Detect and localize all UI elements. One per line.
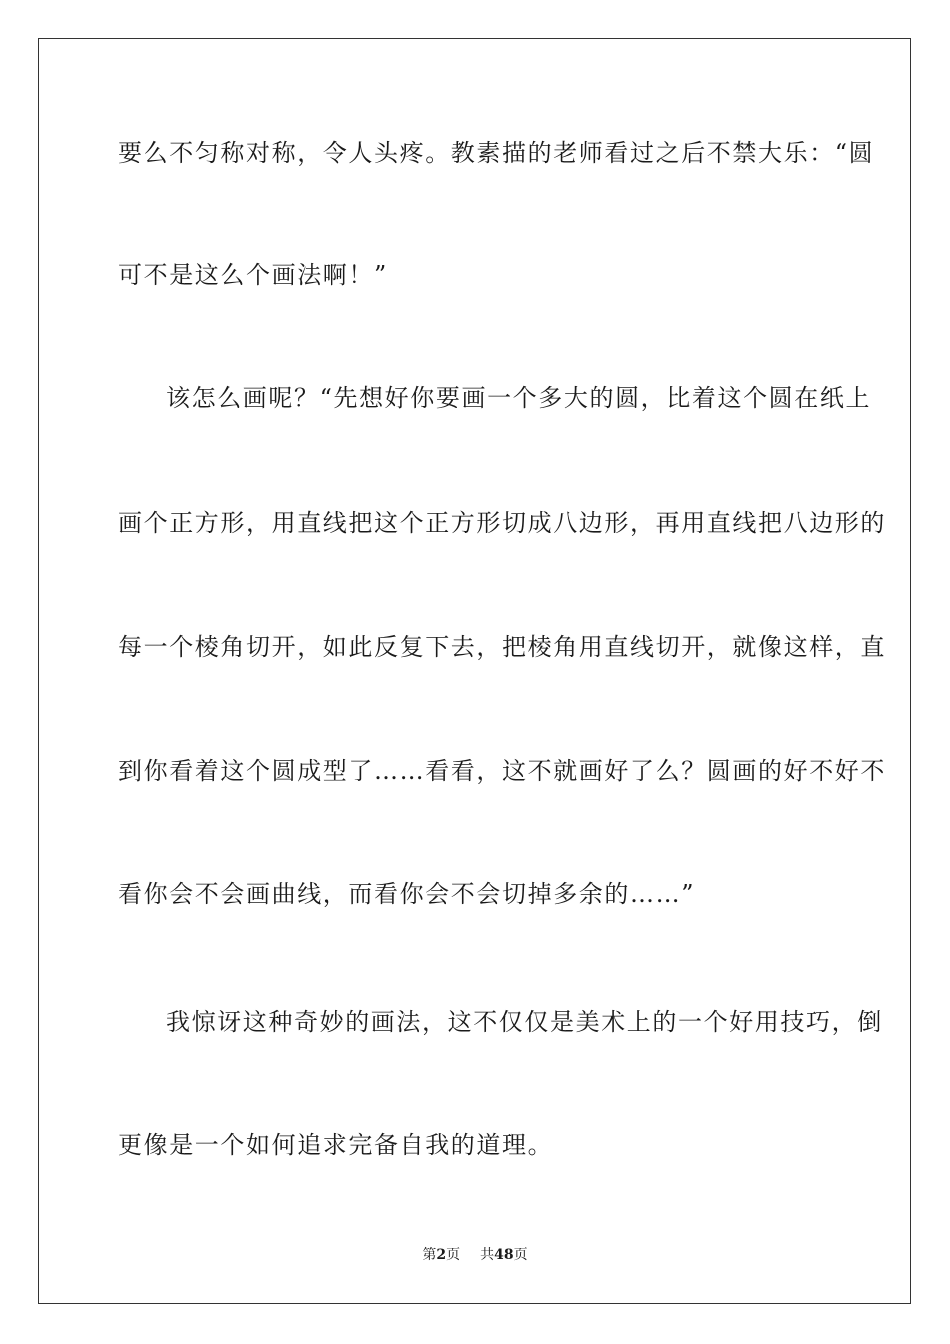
page-footer	[0, 1246, 950, 1264]
page-number: 2	[436, 1247, 447, 1263]
page-prefix: 第	[422, 1247, 437, 1263]
text-line-1: 要么不匀称对称，令人头疼。教素描的老师看过之后不禁大乐：“圆	[118, 139, 875, 167]
total-prefix: 共	[480, 1247, 495, 1263]
page-suffix: 页	[446, 1247, 461, 1263]
text-line-6: 到你看着这个圆成型了……看看，这不就画好了么？圆画的好不好不	[118, 757, 886, 785]
text-line-8: 我惊讶这种奇妙的画法，这不仅仅是美术上的一个好用技巧，倒	[166, 1008, 883, 1036]
text-line-9: 更像是一个如何追求完备自我的道理。	[118, 1131, 554, 1159]
text-line-4: 画个正方形，用直线把这个正方形切成八边形，再用直线把八边形的	[118, 509, 886, 537]
total-pages: 48	[494, 1247, 514, 1263]
text-line-3: 该怎么画呢？“先想好你要画一个多大的圆，比着这个圆在纸上	[166, 384, 872, 412]
text-line-2: 可不是这么个画法啊！”	[118, 261, 388, 289]
text-line-5: 每一个棱角切开，如此反复下去，把棱角用直线切开，就像这样，直	[118, 633, 886, 661]
page-border	[38, 38, 911, 1304]
total-suffix: 页	[513, 1247, 528, 1263]
text-line-7: 看你会不会画曲线，而看你会不会切掉多余的……”	[118, 880, 696, 908]
